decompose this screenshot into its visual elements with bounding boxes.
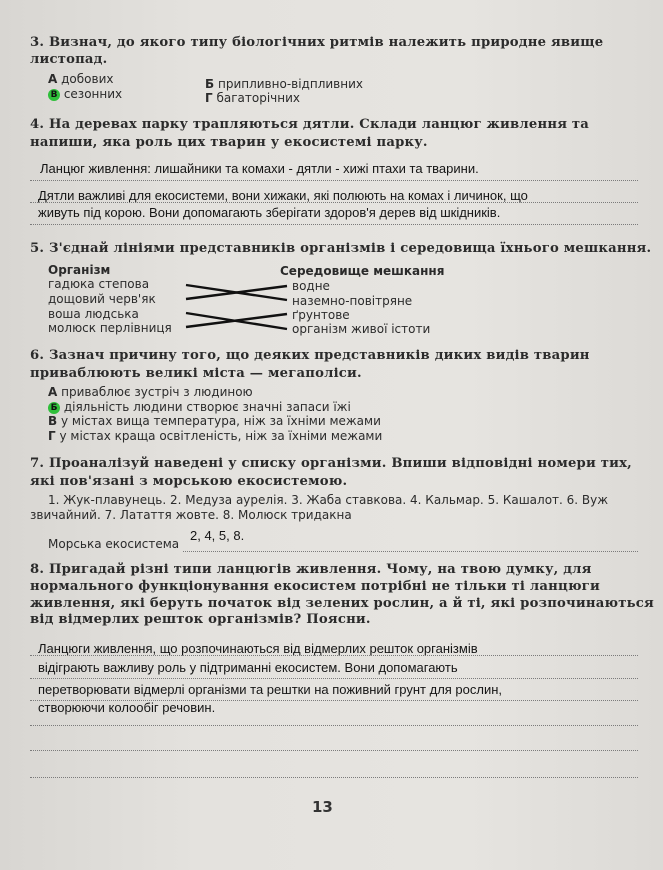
q4-text-line1: 4. На деревах парку трапляються дятли. Склади ланцюг живлення та bbox=[30, 117, 590, 132]
q5-text-line1: 5. З'єднай лініями представників організмів і середовища їхнього мешкання. bbox=[30, 241, 652, 256]
q3-option-g-letter: Г bbox=[205, 91, 213, 105]
q5-organism-3[interactable]: воша людська bbox=[48, 307, 139, 321]
q4-text-line2: напиши, яка роль цих тварин у екосистемі парку. bbox=[30, 135, 428, 150]
q7-answer-label: Морська екосистема bbox=[48, 537, 180, 551]
q4-answer-line3[interactable]: живуть під корою. Вони допомагають зберігати здоров'я дерев від шкідників. bbox=[38, 205, 501, 220]
q5-organism-4[interactable]: молюск перлівниця bbox=[48, 321, 172, 335]
q7-organism-list-line1: 1. Жук-плавунець. 2. Медуза аурелія. 3. Жаба ставкова. 4. Кальмар. 5. Кашалот. 6. Вуж bbox=[48, 493, 609, 507]
q4-answer-line2[interactable]: Дятли важливі для екосистеми, вони хижаки, які полюють на комах і личинок, що bbox=[38, 188, 528, 203]
q3-text-line2: листопад. bbox=[30, 52, 108, 67]
q3-option-a-text: добових bbox=[61, 72, 114, 86]
q3-option-b-letter: Б bbox=[205, 77, 215, 91]
answer-line bbox=[30, 777, 638, 778]
q8-text-line1: 8. Пригадай різні типи ланцюгів живлення. Чому, на твою думку, для bbox=[30, 562, 592, 577]
q7-text-line2: які пов'язані з морською екосистемою. bbox=[30, 474, 348, 489]
q7-text-line1: 7. Проаналізуй наведені у списку організми. Впиши відповідні номери тих, bbox=[30, 456, 632, 471]
q3-option-b-text: припливно-відпливних bbox=[217, 77, 363, 91]
q8-text-line2: нормального функціонування екосистем потрібні не тільки ті ланцюги bbox=[30, 579, 600, 594]
answer-line bbox=[30, 655, 638, 656]
q4-answer-line1[interactable]: Ланцюг живлення: лишайники та комахи - дятли - хижі птахи та тварини. bbox=[40, 161, 479, 176]
q3-option-v-text: сезонних bbox=[63, 87, 123, 101]
q6-option-v[interactable] bbox=[48, 414, 381, 428]
q6-option-g-text: у містах краща освітленість, ніж за їхніми межами bbox=[59, 429, 383, 443]
q8-text-line3: живлення, які беруть початок від зелених рослин, а й ті, які розпочинаються bbox=[30, 596, 654, 611]
q5-habitat-1[interactable]: водне bbox=[292, 279, 330, 293]
q5-organism-header: Організм bbox=[48, 263, 111, 277]
q8-answer-line2[interactable]: відіграють важливу роль у підтриманні екосистем. Вони допомагають bbox=[38, 660, 458, 675]
q3-text-line1: 3. Визнач, до якого типу біологічних ритмів належить природне явище bbox=[30, 35, 604, 50]
answer-line bbox=[30, 750, 638, 751]
q5-habitat-3[interactable]: ґрунтове bbox=[292, 308, 350, 322]
page-number: 13 bbox=[312, 798, 333, 816]
q5-habitat-4[interactable]: організм живої істоти bbox=[292, 322, 431, 336]
q5-organism-1[interactable]: гадюка степова bbox=[48, 277, 150, 291]
q5-organism-2[interactable]: дощовий черв'як bbox=[48, 292, 156, 306]
q6-option-b-text: діяльність людини створює значні запаси їжі bbox=[63, 400, 351, 414]
q7-organism-list-line2: звичайний. 7. Латаття жовте. 8. Молюск тридакна bbox=[30, 508, 352, 522]
q6-option-a-text: приваблює зустріч з людиною bbox=[61, 385, 253, 399]
answer-line bbox=[30, 678, 638, 679]
q3-option-a-letter: А bbox=[48, 72, 58, 86]
q6-option-g[interactable] bbox=[48, 429, 382, 443]
q6-option-a-letter: А bbox=[48, 385, 58, 399]
q8-answer-line4[interactable]: створюючи колообіг речовин. bbox=[38, 700, 216, 715]
answer-line bbox=[30, 725, 638, 726]
q6-selected-mark: Б bbox=[48, 402, 60, 414]
q6-text-line2: приваблюють великі міста — мегаполіси. bbox=[30, 366, 362, 381]
q6-option-b[interactable] bbox=[48, 400, 351, 414]
q6-option-v-text: у містах вища температура, ніж за їхніми межами bbox=[60, 414, 381, 428]
q3-option-g-text: багаторічних bbox=[216, 91, 301, 105]
q6-text-line1: 6. Зазнач причину того, що деяких представників диких видів тварин bbox=[30, 348, 590, 363]
q3-selected-mark: В bbox=[48, 89, 60, 101]
q6-option-v-letter: В bbox=[48, 414, 58, 428]
answer-line bbox=[183, 551, 638, 552]
q5-habitat-header: Середовище мешкання bbox=[280, 264, 445, 278]
q6-option-g-letter: Г bbox=[48, 429, 56, 443]
q8-answer-line3[interactable]: перетворювати відмерлі організми та рештки на поживний грунт для рослин, bbox=[38, 682, 503, 697]
q7-answer-input[interactable]: 2, 4, 5, 8. bbox=[190, 528, 245, 543]
q8-answer-line1[interactable]: Ланцюги живлення, що розпочинаються від відмерлих решток організмів bbox=[38, 641, 478, 656]
q6-option-a[interactable] bbox=[48, 385, 253, 399]
q8-text-line4: від відмерлих решток організмів? Поясни. bbox=[30, 612, 371, 627]
q5-habitat-2[interactable]: наземно-повітряне bbox=[292, 294, 413, 308]
